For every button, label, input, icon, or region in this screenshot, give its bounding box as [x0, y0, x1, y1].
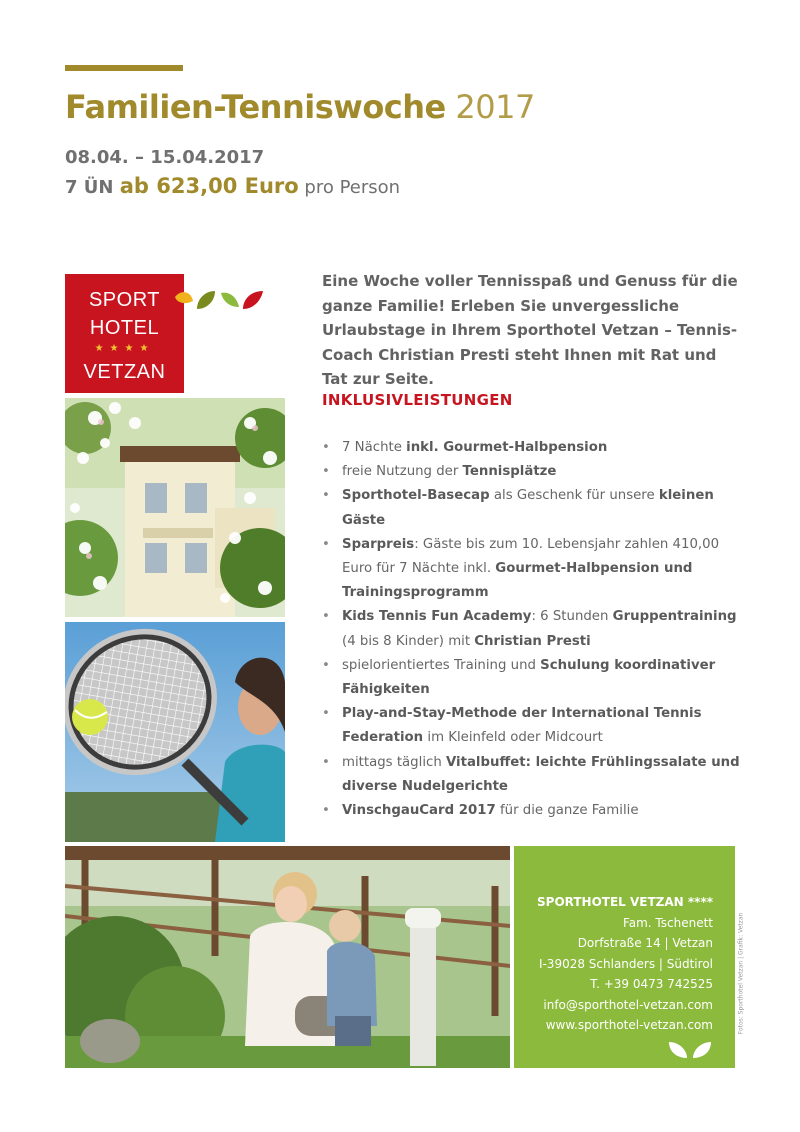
- contact-hotel-name: SPORTHOTEL VETZAN ****: [537, 895, 713, 909]
- leaf-icon: [243, 291, 263, 309]
- list-item: • VinschgauCard 2017 für die ganze Familie: [322, 799, 742, 823]
- price-prefix: 7 ÜN: [65, 177, 120, 198]
- price-line: [65, 173, 400, 201]
- hotel-blossom-photo: [65, 398, 285, 617]
- list-item: • Sporthotel-Basecap als Geschenk für unsere kleinen Gäste: [322, 484, 742, 532]
- leaf-icon: [221, 293, 239, 307]
- price-amount: ab 623,00 Euro: [119, 174, 299, 198]
- contact-box: [514, 846, 735, 1068]
- family-garden-photo: [65, 846, 510, 1068]
- list-item: • 7 Nächte inkl. Gourmet-Halbpension: [322, 436, 742, 460]
- contact-phone: T. +39 0473 742525: [590, 977, 713, 991]
- page-title: [65, 86, 535, 128]
- contact-family: Fam. Tschenett: [622, 915, 713, 930]
- tennis-player-photo: [65, 622, 285, 842]
- title-year: 2017: [445, 88, 535, 126]
- date-range: 08.04. – 15.04.2017: [65, 147, 265, 168]
- contact-city: I-39028 Schlanders | Südtirol: [538, 956, 713, 971]
- logo-stars: ★★★★: [94, 343, 155, 354]
- section-heading: INKLUSIVLEISTUNGEN: [322, 391, 513, 409]
- leaf-icon: [197, 291, 215, 309]
- price-suffix: pro Person: [298, 177, 401, 198]
- logo-word-vetzan: VETZAN: [83, 361, 166, 383]
- logo-word-sport: SPORT: [88, 289, 161, 311]
- contact-email[interactable]: info@sporthotel-vetzan.com: [543, 997, 713, 1012]
- top-accent-rule: [65, 65, 183, 71]
- contact-website[interactable]: www.sporthotel-vetzan.com: [545, 1018, 713, 1032]
- leaf-icon: [175, 292, 193, 303]
- logo-leaves-icon: [173, 287, 265, 313]
- logo-word-hotel: HOTEL: [89, 317, 160, 339]
- photo-credit: Fotos: Sporthotel Vetzan | Grafik: Vetzan: [737, 912, 745, 1035]
- intro-paragraph: Eine Woche voller Tennisspaß und Genuss für die ganze Familie! Erleben Sie unvergessliche Urlaubstage in Ihrem Sporthotel Vetzan – Tennis-Coach Christian Presti steht Ihnen mit Rat und Tat zur Seite.: [322, 272, 738, 388]
- contact-street: Dorfstraße 14 | Vetzan: [577, 936, 713, 950]
- list-item: • Sparpreis: Gäste bis zum 10. Lebensjahr zahlen 410,00 Euro für 7 Nächte inkl. Gourmet-Halbpension und Trainingsprogramm: [322, 533, 742, 606]
- services-list: [322, 436, 742, 823]
- hotel-logo: [65, 274, 184, 393]
- leaves-icon: [667, 1038, 713, 1060]
- list-item: • mittags täglich Vitalbuffet: leichte Frühlingssalate und diverse Nudelgerichte: [322, 751, 742, 799]
- list-item: • freie Nutzung der Tennisplätze: [322, 460, 742, 484]
- list-item: • Kids Tennis Fun Academy: 6 Stunden Gruppentraining (4 bis 8 Kinder) mit Christian Presti: [322, 605, 742, 653]
- list-item: • Play-and-Stay-Methode der International Tennis Federation im Kleinfeld oder Midcourt: [322, 702, 742, 750]
- title-main: Familien-Tenniswoche: [65, 88, 446, 126]
- list-item: • spielorientiertes Training und Schulung koordinativer Fähigkeiten: [322, 654, 742, 702]
